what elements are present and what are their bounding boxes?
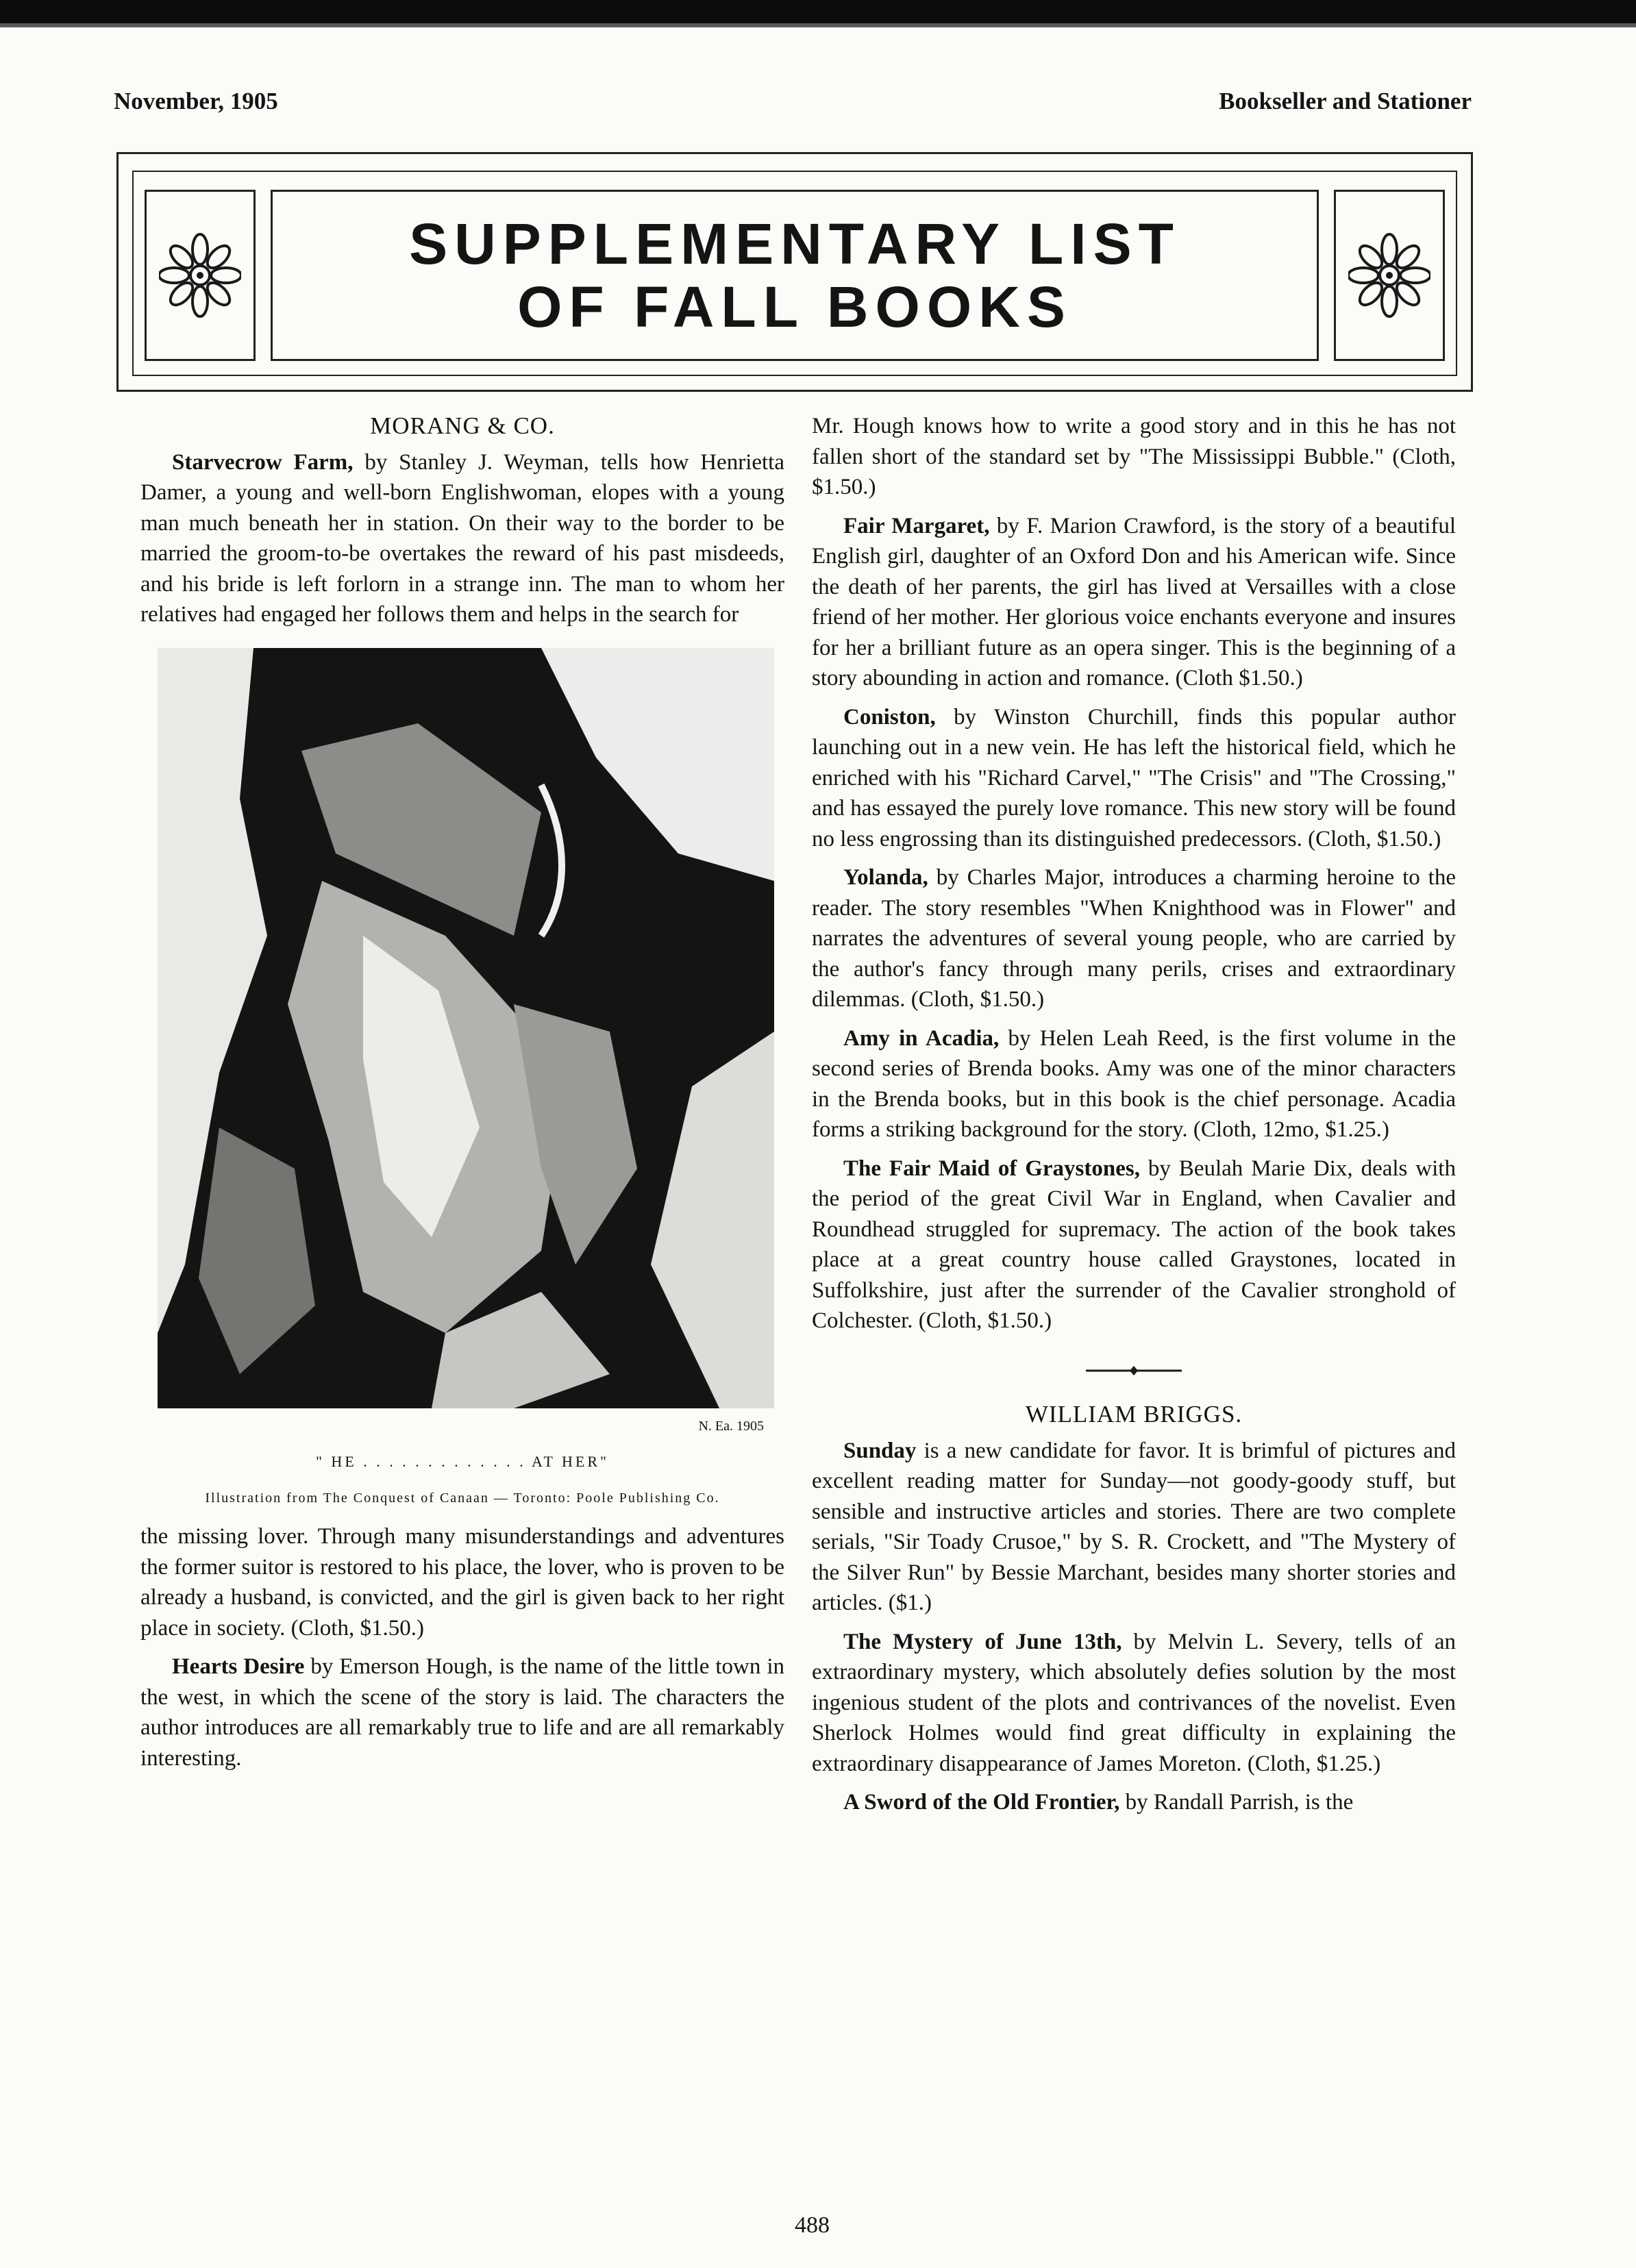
top-edge-shadow: [0, 23, 1636, 27]
divider-ornament: [1086, 1365, 1182, 1376]
page-title-line-1: SUPPLEMENTARY LIST: [409, 212, 1180, 276]
illustration: [140, 648, 784, 1514]
illustration-photo: [158, 648, 774, 1408]
book-title: Hearts Desire: [172, 1654, 305, 1679]
book-title: Sunday: [843, 1438, 917, 1463]
book-title: The Mystery of June 13th,: [843, 1629, 1122, 1654]
entry-hearts-desire: [140, 1652, 784, 1773]
entry-text: by Beulah Marie Dix, deals with the period of the great Civil War in England, when Cavalier and Roundhead struggled for supremacy. The action of the book takes place at a great country house called Graystones, located in Suffolkshire, just after the surrender of the Cavalier stronghold of Colchester. (Cloth, $1.50.): [812, 1156, 1456, 1333]
entry-text: by Helen Leah Reed, is the first volume in the second series of Brenda books. Amy was one of the minor characters in the Brenda books, but in this book is the chief personage. Acadia forms a striking background for the story. (Cloth, 12mo, $1.25.): [812, 1025, 1456, 1142]
entry-yolanda: [812, 862, 1456, 1015]
page-title-line-2: OF FALL BOOKS: [517, 275, 1072, 339]
entry-text: by Stanley J. Weyman, tells how Henrietta Damer, a young and well-born Englishwoman, elopes with a young man much beneath her in station. On their way to the border to be married the groom-to-be overtakes the reward of his past misdeeds, and his bride is left forlorn in a strange inn. The man to whom her relatives had engaged her follows them and helps in the search for: [140, 449, 784, 627]
section-divider: [812, 1354, 1456, 1385]
entry-fair-margaret: [812, 511, 1456, 694]
publisher-heading: MORANG & CO.: [370, 412, 555, 439]
entry-text: by Emerson Hough, is the name of the little town in the west, in which the scene of the story is laid. The characters the author introduces are all remarkably true to life and are all remarkably interesting.: [140, 1654, 785, 1771]
entry-text: by Winston Churchill, finds this popular author launching out in a new vein. He has left the historical field, which he enriched with his "Richard Carvel," "The Crisis" and "The Crossing," and has essayed the purely love romance. This new story will be found no less engrossing than its distinguished predecessors. (Cloth, $1.50.): [812, 704, 1456, 851]
page-number: 488: [795, 2213, 830, 2238]
top-edge-band: [0, 0, 1636, 23]
entry-coniston: [812, 702, 1456, 855]
entry-text: by Randall Parrish, is the: [1119, 1790, 1354, 1815]
entry-sword-of-the-old-frontier: [812, 1787, 1456, 1818]
title-box: [271, 190, 1319, 361]
ornament-left: [145, 190, 256, 361]
entry-text: by Charles Major, introduces a charming heroine to the reader. The story resembles "When Knighthood was in Flower" and narrates the adventures of several young people, who are carried by the author's fancy through many perils, crises and extraordinary dilemmas. (Cloth, $1.50.): [812, 865, 1456, 1012]
entry-amy-in-acadia: [812, 1023, 1456, 1145]
book-title: Coniston,: [843, 704, 936, 730]
right-column: [812, 411, 1456, 1826]
book-title: A Sword of the Old Frontier,: [843, 1790, 1120, 1815]
left-column: [140, 411, 784, 1782]
book-title: Fair Margaret,: [843, 513, 990, 538]
flower-icon: [1348, 227, 1430, 323]
entry-text: by Melvin L. Severy, tells of an extraordinary mystery, which absolutely defies solution by the most ingenious student of the plots and contrivances of the novelist. Even Sherlock Holmes would find great difficulty in explaining the extraordinary disappearance of James Moreton. (Cloth, $1.25.): [812, 1629, 1457, 1776]
publication-name: Bookseller and Stationer: [1219, 88, 1472, 114]
entry-text: by F. Marion Crawford, is the story of a beautiful English girl, daughter of an Oxford Don and his American wife. Since the death of her parents, the girl has lived at Versailles with a close friend of her mother. Her glorious voice enchants everyone and insures for her a brilliant future as an opera singer. This is the beginning of a story abounding in action and romance. (Cloth $1.50.): [812, 513, 1456, 690]
entry-continuation: Mr. Hough knows how to write a good story and in this he has not fallen short of the standard set by "The Mississippi Bubble." (Cloth, $1.50.): [812, 414, 1456, 499]
ornament-right: [1334, 190, 1445, 361]
illustration-source: Illustration from The Conquest of Canaan — Toronto: Poole Publishing Co.: [205, 1490, 720, 1506]
illustration-credit: N. Ea. 1905: [698, 1418, 764, 1434]
entry-starvecrow-farm: [140, 447, 784, 630]
entry-mystery-of-june-13th: [812, 1627, 1456, 1780]
publisher-heading: WILLIAM BRIGGS.: [1025, 1401, 1243, 1428]
title-banner: [116, 152, 1473, 392]
entry-fair-maid-of-graystones: [812, 1154, 1456, 1336]
entry-sunday: [812, 1436, 1456, 1619]
banner-inner-frame: [132, 171, 1457, 376]
illustration-caption: " HE . . . . . . . . . . . . . AT HER": [315, 1453, 610, 1470]
issue-date: November, 1905: [114, 88, 278, 114]
book-title: Starvecrow Farm,: [172, 449, 354, 475]
book-title: The Fair Maid of Graystones,: [843, 1156, 1140, 1181]
book-title: Yolanda,: [843, 865, 928, 890]
entry-text: is a new candidate for favor. It is brimful of pictures and excellent reading matter for Sunday—not goody-goody stuff, but sensible and instructive articles and stories. There are two complete serials, "Sir Toady Crusoe," by S. R. Crockett, and "The Mystery of the Silver Run" by Bessie Marchant, besides many shorter stories and articles. ($1.): [812, 1438, 1456, 1615]
flower-icon: [159, 227, 241, 323]
entry-continuation: the missing lover. Through many misunderstandings and adventures the former suitor is restored to his place, the lover, who is proven to be already a husband, is convicted, and the girl is given back to her right place in society. (Cloth, $1.50.): [140, 1524, 784, 1641]
book-title: Amy in Acadia,: [843, 1025, 1000, 1051]
